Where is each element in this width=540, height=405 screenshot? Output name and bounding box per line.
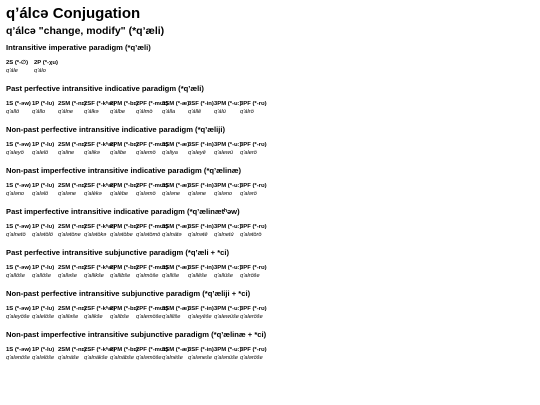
column-header: 2SM (*-nɪ) bbox=[58, 101, 86, 107]
conjugated-form: qʼalnətē bbox=[188, 232, 208, 238]
column-header-row bbox=[6, 305, 534, 313]
column-header: 2SF (*-kʰæ) bbox=[84, 101, 116, 107]
conjugated-form: qʼallikše bbox=[84, 273, 104, 279]
column-header: 1P (*-lʊ) bbox=[32, 183, 55, 189]
column-header: 3SM (*-æ) bbox=[162, 183, 190, 189]
conjugated-form: qʼaləne bbox=[162, 191, 181, 197]
conjugated-form: qʼalətömö bbox=[136, 232, 161, 238]
conjugated-form: qʼalləše bbox=[58, 273, 77, 279]
conjugated-form: qʼaləlö bbox=[32, 191, 49, 197]
conjugated-form: qʼalröše bbox=[240, 273, 260, 279]
column-header: 3SF (*-in) bbox=[188, 347, 214, 353]
conjugated-form: qʼalətöne bbox=[58, 232, 81, 238]
column-header: 2PM (*-bɪ) bbox=[110, 183, 138, 189]
column-header: 2S (*-∅) bbox=[6, 60, 29, 66]
page-title: qʼálcə Conjugation bbox=[6, 5, 141, 22]
conjugated-form: qʼaleyēše bbox=[188, 314, 212, 320]
conjugated-form: qʼálrö bbox=[240, 109, 254, 115]
conjugated-form: qʼallöše bbox=[32, 273, 51, 279]
conjugated-form: qʼalerö bbox=[240, 150, 257, 156]
conjugated-form: qʼaleyöše bbox=[6, 314, 30, 320]
conjugated-form: qʼálne bbox=[58, 109, 73, 115]
column-header: 1P (*-lʊ) bbox=[32, 101, 55, 107]
column-header: 3PM (*-uː) bbox=[214, 101, 242, 107]
paradigm-sections bbox=[6, 43, 534, 362]
column-header: 3PM (*-uː) bbox=[214, 265, 242, 271]
column-header: 3SM (*-æ) bbox=[162, 265, 190, 271]
conjugated-form: qʼálkə bbox=[84, 109, 99, 115]
column-header: 3PF (*-rʊ) bbox=[240, 347, 267, 353]
conjugated-form: qʼalelö bbox=[32, 150, 49, 156]
paradigm-section bbox=[6, 166, 534, 198]
conjugation-forms-row bbox=[6, 67, 534, 75]
paradigm-section bbox=[6, 84, 534, 116]
conjugated-form: qʼalèbe bbox=[110, 191, 129, 197]
conjugated-form: qʼalənúše bbox=[214, 355, 238, 361]
column-header: 1P (*-lʊ) bbox=[32, 306, 55, 312]
conjugated-form: qʼallibše bbox=[110, 273, 131, 279]
conjugation-forms-row bbox=[6, 108, 534, 116]
paradigm-section bbox=[6, 43, 534, 75]
column-header: 3SF (*-in) bbox=[188, 101, 214, 107]
conjugated-form: qʼalibše bbox=[110, 314, 129, 320]
paradigm-section bbox=[6, 125, 534, 157]
page-subtitle: qʼálcə "change, modify" (*qʼæli) bbox=[6, 25, 165, 37]
conjugated-form: qʼaləne bbox=[188, 191, 207, 197]
conjugated-form: qʼalətörö bbox=[240, 232, 262, 238]
conjugated-form: qʼalèkə bbox=[84, 191, 102, 197]
conjugated-form: qʼálo bbox=[34, 68, 46, 74]
conjugated-form: qʼálmö bbox=[136, 109, 153, 115]
conjugated-form: qʼaliləše bbox=[58, 314, 79, 320]
conjugated-form: qʼálla bbox=[162, 109, 176, 115]
conjugation-forms-row bbox=[6, 354, 534, 362]
column-header-row bbox=[6, 182, 534, 190]
conjugated-form: qʼalliše bbox=[162, 273, 180, 279]
conjugated-form: qʼálbe bbox=[110, 109, 125, 115]
section-heading: Non-past imperfective intransitive subjunctive paradigm (*qʼælinæ + *ci) bbox=[6, 330, 267, 339]
column-header-row bbox=[6, 223, 534, 231]
conjugated-form: qʼalətökə bbox=[84, 232, 107, 238]
conjugated-form: qʼaleyē bbox=[188, 150, 206, 156]
column-header: 3SM (*-æ) bbox=[162, 306, 190, 312]
column-header: 2P (*-χu) bbox=[34, 60, 58, 66]
conjugated-form: qʼalemö bbox=[136, 150, 156, 156]
paradigm-section bbox=[6, 207, 534, 239]
conjugated-form: qʼalətölö bbox=[32, 232, 53, 238]
conjugation-forms-row bbox=[6, 231, 534, 239]
conjugation-forms-row bbox=[6, 190, 534, 198]
conjugated-form: qʼalnetö bbox=[6, 232, 26, 238]
conjugated-form: qʼalewúše bbox=[214, 314, 239, 320]
column-header: 1S (*-əw) bbox=[6, 306, 31, 312]
column-header: 1S (*-əw) bbox=[6, 347, 31, 353]
column-header: 3PM (*-uː) bbox=[214, 142, 242, 148]
conjugated-form: qʼaləmö bbox=[136, 191, 156, 197]
conjugated-form: qʼalnetú bbox=[214, 232, 234, 238]
column-header: 2PM (*-bɪ) bbox=[110, 142, 138, 148]
column-header: 2SF (*-kʰæ) bbox=[84, 183, 116, 189]
column-header: 2SF (*-kʰæ) bbox=[84, 142, 116, 148]
section-heading: Non-past perfective intransitive subjunctive paradigm (*qʼæliji + *ci) bbox=[6, 289, 251, 298]
conjugated-form: qʼaləmöše bbox=[136, 355, 162, 361]
conjugated-form: qʼalnábše bbox=[110, 355, 134, 361]
column-header: 2SF (*-kʰæ) bbox=[84, 265, 116, 271]
column-header: 1P (*-lʊ) bbox=[32, 265, 55, 271]
column-header: 3PF (*-rʊ) bbox=[240, 265, 267, 271]
conjugated-form: qʼalelöše bbox=[32, 314, 55, 320]
column-header-row bbox=[6, 59, 534, 67]
conjugated-form: qʼalewú bbox=[214, 150, 233, 156]
conjugated-form: qʼaliliše bbox=[162, 314, 181, 320]
column-header: 3SF (*-in) bbox=[188, 183, 214, 189]
column-header: 2SF (*-kʰæ) bbox=[84, 306, 116, 312]
column-header: 3PF (*-rʊ) bbox=[240, 101, 267, 107]
section-heading: Past perfective intransitive indicative paradigm (*qʼæli) bbox=[6, 84, 204, 93]
conjugated-form: qʼalmöše bbox=[136, 273, 159, 279]
conjugated-form: qʼaliya bbox=[162, 150, 178, 156]
conjugated-form: qʼále bbox=[6, 68, 18, 74]
conjugated-form: qʼaləno bbox=[214, 191, 233, 197]
conjugated-form: qʼaləneše bbox=[188, 355, 212, 361]
conjugated-form: qʼállē bbox=[188, 109, 202, 115]
column-header: 1S (*-əw) bbox=[6, 265, 31, 271]
column-header: 1S (*-əw) bbox=[6, 224, 31, 230]
column-header: 2PM (*-bɪ) bbox=[110, 224, 138, 230]
column-header: 2SM (*-nɪ) bbox=[58, 224, 86, 230]
conjugated-form: qʼálú bbox=[214, 109, 226, 115]
conjugated-form: qʼalikə bbox=[84, 150, 100, 156]
column-header: 2SM (*-nɪ) bbox=[58, 306, 86, 312]
column-header: 1P (*-lʊ) bbox=[32, 142, 55, 148]
conjugated-form: qʼalikše bbox=[84, 314, 103, 320]
column-header-row bbox=[6, 346, 534, 354]
column-header: 3PF (*-rʊ) bbox=[240, 306, 267, 312]
column-header: 2SF (*-kʰæ) bbox=[84, 347, 116, 353]
column-header: 1S (*-əw) bbox=[6, 142, 31, 148]
conjugation-forms-row bbox=[6, 272, 534, 280]
section-heading: Intransitive imperative paradigm (*qʼæli) bbox=[6, 43, 151, 52]
column-header: 3SF (*-in) bbox=[188, 142, 214, 148]
conjugated-form: qʼallēše bbox=[188, 273, 207, 279]
conjugated-form: qʼallúše bbox=[214, 273, 233, 279]
conjugated-form: qʼalnéše bbox=[162, 355, 183, 361]
column-header: 3PF (*-rʊ) bbox=[240, 142, 267, 148]
column-header: 3PM (*-uː) bbox=[214, 224, 242, 230]
paradigm-section bbox=[6, 330, 534, 362]
section-heading: Past perfective intransitive subjunctive paradigm (*qʼæli + *ci) bbox=[6, 248, 230, 257]
conjugated-form: qʼalətöbe bbox=[110, 232, 133, 238]
conjugated-form: qʼaleröše bbox=[240, 314, 263, 320]
column-header: 2PF (*-mʊɪ) bbox=[136, 265, 168, 271]
section-heading: Past imperfective intransitive indicative paradigm (*qʼælinætʰəw) bbox=[6, 207, 240, 216]
paradigm-section bbox=[6, 289, 534, 321]
conjugated-form: qʼaleyö bbox=[6, 150, 24, 156]
column-header: 3SM (*-æ) bbox=[162, 142, 190, 148]
conjugated-form: qʼalənöše bbox=[6, 355, 30, 361]
conjugated-form: qʼalnákše bbox=[84, 355, 108, 361]
column-header: 3SF (*-in) bbox=[188, 265, 214, 271]
column-header: 2SM (*-nɪ) bbox=[58, 265, 86, 271]
column-header: 1S (*-əw) bbox=[6, 183, 31, 189]
paradigm-section bbox=[6, 248, 534, 280]
conjugated-form: qʼalnátə bbox=[162, 232, 182, 238]
conjugated-form: qʼaləlöše bbox=[32, 355, 55, 361]
conjugated-form: qʼallöše bbox=[6, 273, 25, 279]
column-header: 3SF (*-in) bbox=[188, 306, 214, 312]
column-header: 2SM (*-nɪ) bbox=[58, 347, 86, 353]
conjugated-form: qʼalnáše bbox=[58, 355, 79, 361]
conjugation-forms-row bbox=[6, 149, 534, 157]
conjugated-form: qʼállo bbox=[32, 109, 46, 115]
column-header: 2PF (*-mʊɪ) bbox=[136, 347, 168, 353]
conjugated-form: qʼaləröše bbox=[240, 355, 263, 361]
column-header-row bbox=[6, 141, 534, 149]
column-header: 3PM (*-uː) bbox=[214, 347, 242, 353]
column-header: 3PM (*-uː) bbox=[214, 306, 242, 312]
conjugated-form: qʼalərö bbox=[240, 191, 257, 197]
column-header: 1P (*-lʊ) bbox=[32, 347, 55, 353]
column-header: 3PM (*-uː) bbox=[214, 183, 242, 189]
column-header: 2PF (*-mʊɪ) bbox=[136, 101, 168, 107]
column-header: 1P (*-lʊ) bbox=[32, 224, 55, 230]
section-heading: Non-past perfective intransitive indicative paradigm (*qʼæliji) bbox=[6, 125, 226, 134]
column-header: 2PM (*-bɪ) bbox=[110, 265, 138, 271]
section-heading: Non-past imperfective intransitive indicative paradigm (*qʼælinæ) bbox=[6, 166, 242, 175]
column-header: 3SF (*-in) bbox=[188, 224, 214, 230]
conjugation-forms-row bbox=[6, 313, 534, 321]
column-header: 3PF (*-rʊ) bbox=[240, 224, 267, 230]
column-header: 2PF (*-mʊɪ) bbox=[136, 306, 168, 312]
column-header: 1S (*-əw) bbox=[6, 101, 31, 107]
column-header: 2PM (*-bɪ) bbox=[110, 306, 138, 312]
column-header: 3SM (*-æ) bbox=[162, 224, 190, 230]
column-header-row bbox=[6, 264, 534, 272]
column-header: 2PF (*-mʊɪ) bbox=[136, 224, 168, 230]
conjugated-form: qʼalemöše bbox=[136, 314, 162, 320]
conjugated-form: qʼallö bbox=[6, 109, 20, 115]
column-header: 3SM (*-æ) bbox=[162, 101, 190, 107]
conjugated-form: qʼaləne bbox=[58, 191, 77, 197]
column-header-row bbox=[6, 100, 534, 108]
column-header: 3SM (*-æ) bbox=[162, 347, 190, 353]
conjugated-form: qʼalibe bbox=[110, 150, 127, 156]
column-header: 2SM (*-nɪ) bbox=[58, 142, 86, 148]
column-header: 2PF (*-mʊɪ) bbox=[136, 142, 168, 148]
conjugated-form: qʼaline bbox=[58, 150, 75, 156]
conjugated-form: qʼaləno bbox=[6, 191, 25, 197]
column-header: 2SM (*-nɪ) bbox=[58, 183, 86, 189]
column-header: 2PM (*-bɪ) bbox=[110, 347, 138, 353]
column-header: 2PM (*-bɪ) bbox=[110, 101, 138, 107]
column-header: 3PF (*-rʊ) bbox=[240, 183, 267, 189]
column-header: 2SF (*-kʰæ) bbox=[84, 224, 116, 230]
column-header: 2PF (*-mʊɪ) bbox=[136, 183, 168, 189]
